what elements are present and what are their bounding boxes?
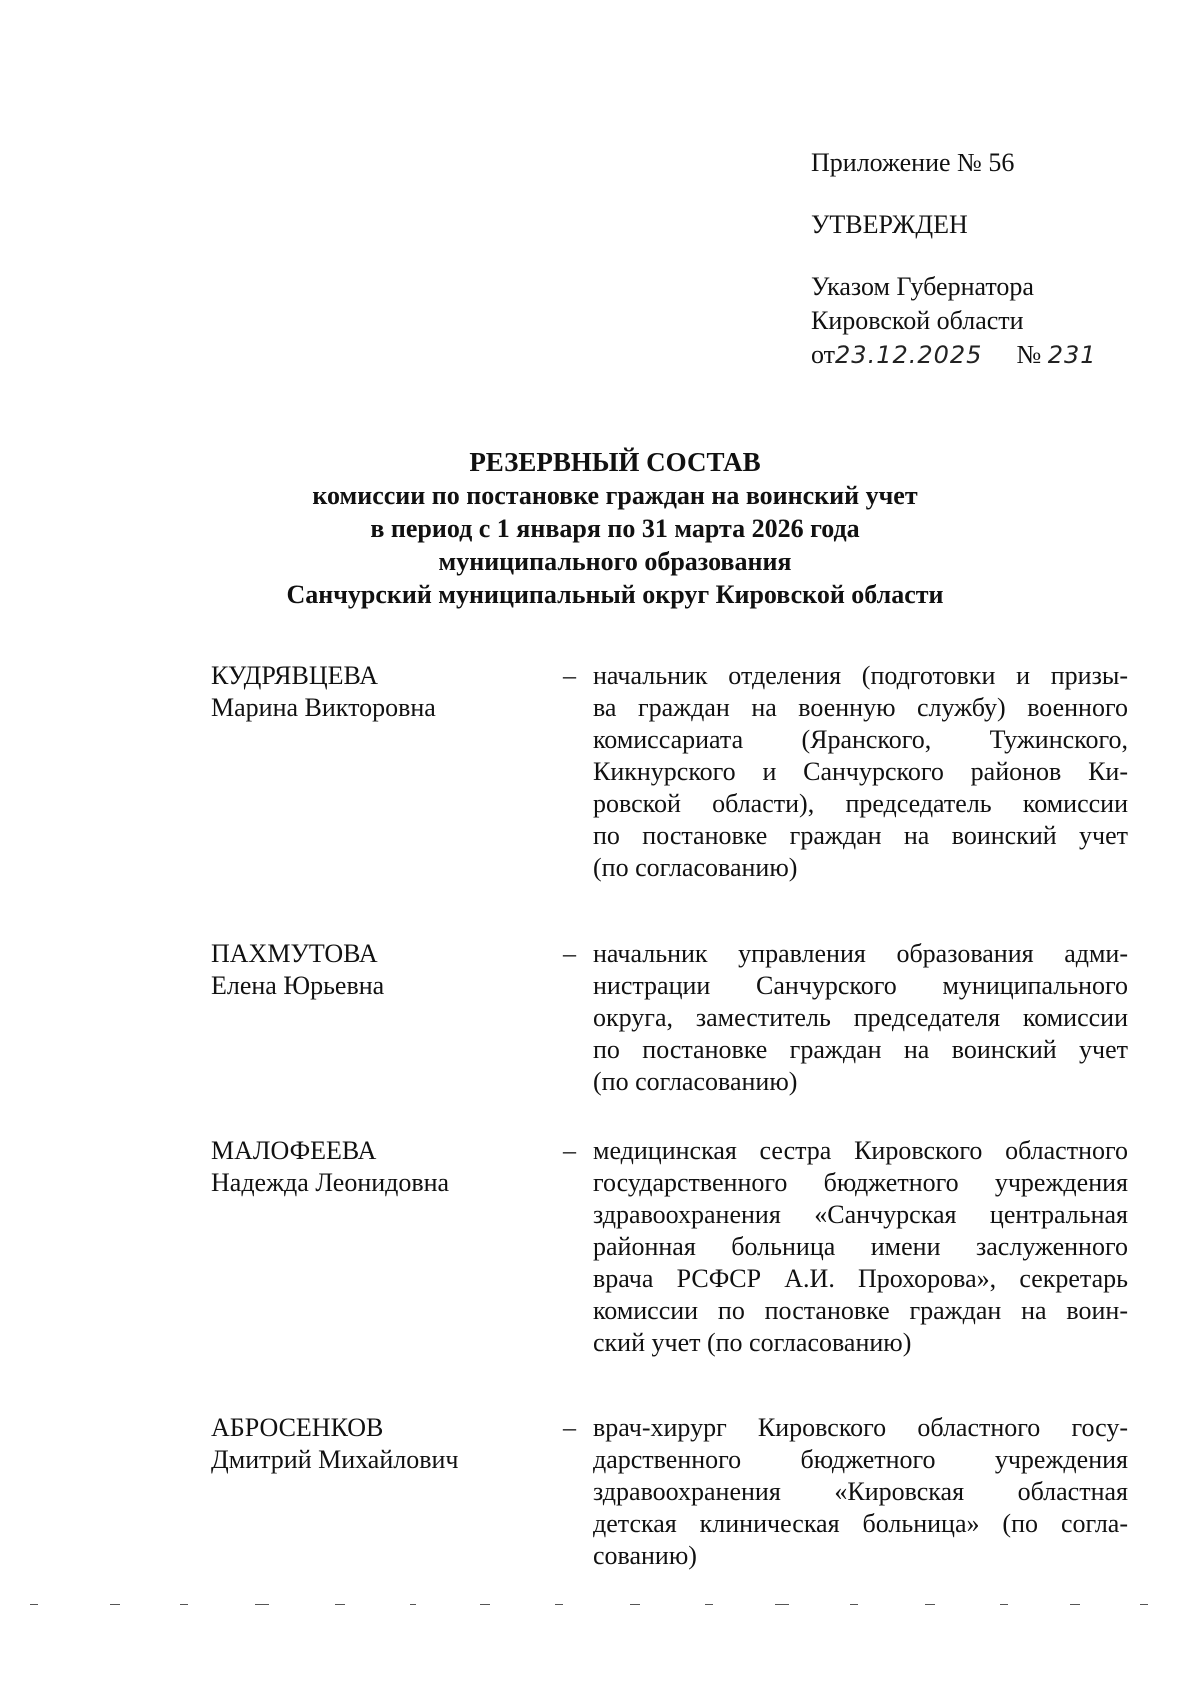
description-line: здравоохранения «Кировская областная [593,1477,1128,1506]
member-entry [211,938,1131,1096]
member-surname: АБРОСЕНКОВ [211,1413,384,1442]
title-main: РЕЗЕРВНЫЙ СОСТАВ [469,447,761,477]
decree-line-2: Кировской области [811,306,1024,335]
member-description [593,1412,1128,1572]
description-line: по постановке граждан на воинский учет [593,821,1128,850]
member-description [593,1135,1128,1359]
description-line: государственного бюджетного учреждения [593,1168,1128,1197]
member-dash: – [563,1136,576,1165]
description-line: комиссии по постановке граждан на воин- [593,1296,1128,1325]
description-line: (по согласованию) [593,1067,798,1096]
approval-header [811,146,1141,372]
title-line-3: муниципального образования [438,547,792,576]
member-surname: ПАХМУТОВА [211,939,378,968]
member-given-name: Дмитрий Михайлович [211,1445,459,1474]
handwritten-number: 231 [1047,341,1097,369]
member-dash: – [563,939,576,968]
member-name [211,660,561,724]
description-line: врача РСФСР А.И. Прохорова», секретарь [593,1264,1128,1293]
description-line: по постановке граждан на воинский учет [593,1035,1128,1064]
description-line: нистрации Санчурского муниципального [593,971,1128,1000]
appendix-label: Приложение № 56 [811,148,1015,177]
member-name [211,1412,561,1476]
description-line: начальник отделения (подготовки и призы- [593,661,1128,690]
title-line-4: Санчурский муниципальный округ Кировской области [286,580,944,609]
description-line: врач-хирург Кировского областного госу- [593,1413,1128,1442]
member-entry [211,1135,1131,1357]
description-line: ровской области), председатель комиссии [593,789,1128,818]
member-given-name: Елена Юрьевна [211,971,385,1000]
handwritten-date: 23.12.2025 [835,341,983,369]
description-line: (по согласованию) [593,853,798,882]
description-line: дарственного бюджетного учреждения [593,1445,1128,1474]
description-line: районная больница имени заслуженного [593,1232,1128,1261]
approved-label: УТВЕРЖДЕН [811,210,968,239]
number-prefix: № [1016,340,1042,369]
member-dash: – [563,661,576,690]
date-prefix: от [811,340,836,369]
description-line: ский учет (по согласованию) [593,1328,912,1357]
member-name [211,1135,561,1199]
description-line: округа, заместитель председателя комиссии [593,1003,1128,1032]
member-dash: – [563,1413,576,1442]
title-line-1: комиссии по постановке граждан на воинский учет [312,481,918,510]
member-entry [211,1412,1131,1570]
description-line: комиссариата (Яранского, Тужинского, [593,725,1128,754]
member-given-name: Марина Викторовна [211,693,436,722]
document-title [210,446,1020,611]
member-surname: КУДРЯВЦЕВА [211,661,378,690]
description-line: медицинская сестра Кировского областного [593,1136,1128,1165]
member-name [211,938,561,1002]
description-line: Кикнурского и Санчурского районов Ки- [593,757,1128,786]
member-given-name: Надежда Леонидовна [211,1168,450,1197]
description-line: здравоохранения «Санчурская центральная [593,1200,1128,1229]
member-surname: МАЛОФЕЕВА [211,1136,377,1165]
scan-edge-dashes [30,1604,1150,1610]
description-line: ва граждан на военную службу) военного [593,693,1128,722]
description-line: детская клиническая больница» (по согла- [593,1509,1128,1538]
decree-line-1: Указом Губернатора [811,272,1034,301]
member-description [593,660,1128,884]
description-line: сованию) [593,1541,697,1570]
description-line: начальник управления образования адми- [593,939,1128,968]
member-entry [211,660,1131,882]
decree-date-line [811,338,1141,372]
member-description [593,938,1128,1098]
title-line-2: в период с 1 января по 31 марта 2026 года [370,514,860,543]
